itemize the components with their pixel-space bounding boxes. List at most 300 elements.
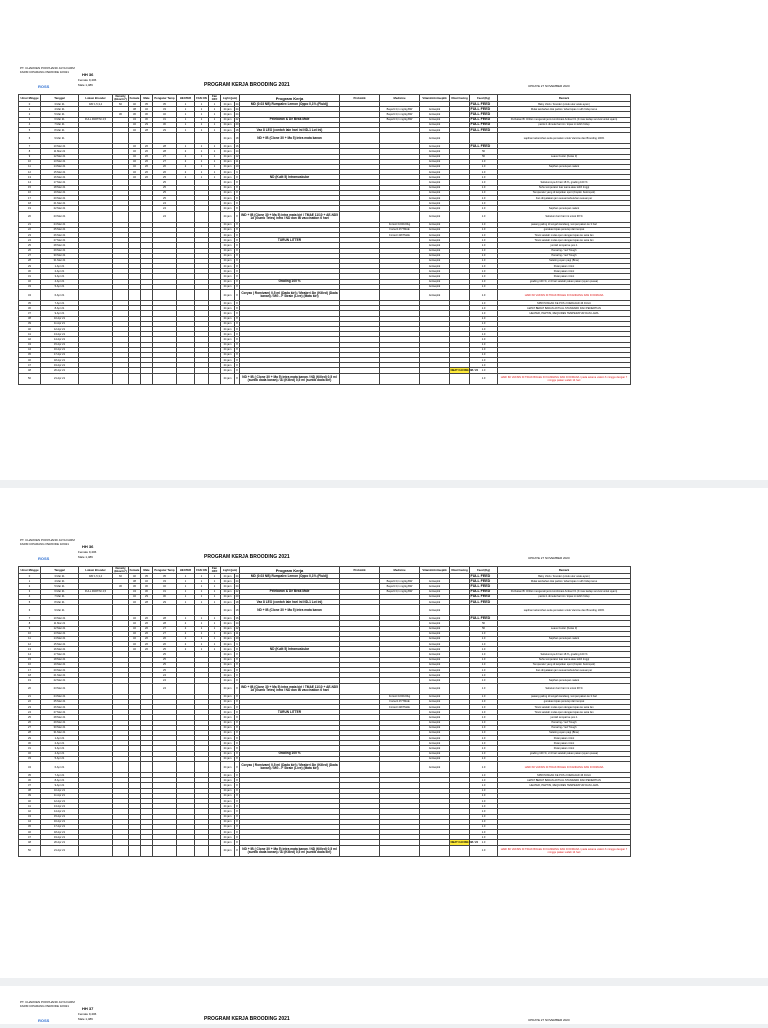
cell-date: 20 Apr 21	[41, 368, 79, 373]
cell-w: 46	[19, 358, 41, 363]
cell-vit: Antiseptik	[420, 694, 450, 699]
cell-f: 38	[129, 107, 141, 112]
cell-feed	[470, 605, 498, 616]
cell-tmp: 25	[153, 196, 177, 201]
cell-tmp: 29	[153, 599, 177, 604]
male-count: Male 1,489	[78, 1017, 93, 1021]
cell-obat: OBAT CACING 5M / 24	[450, 841, 478, 845]
cell-lx: 8	[236, 243, 238, 247]
cell-date: 20 Mar 21	[41, 668, 79, 673]
cell-date: 25 Mar 21	[41, 699, 79, 704]
cell-vit: Antiseptik	[420, 699, 450, 704]
column-header: Female	[129, 95, 140, 100]
cell-lt: 24 jam	[221, 321, 235, 326]
cell-w: 38	[19, 788, 41, 793]
cell-lt: 24 jam	[221, 647, 235, 652]
cell-fo: 1	[195, 112, 209, 117]
cell-lx: 24	[235, 107, 239, 111]
cell-w: 3	[19, 117, 41, 122]
cell-rem: Petai pakan 4 kini	[498, 274, 631, 279]
column-header: Density (Ekor/m²)	[114, 566, 127, 573]
cell-lx: 8	[236, 747, 238, 751]
cell-feed: 1.0	[470, 657, 498, 662]
cell-date: 11 Apr 21	[41, 321, 79, 326]
cell-feed: 1.0	[470, 809, 498, 814]
cell-rem: Tirani setelah mulai open dengan kipas ke setia fan	[498, 238, 631, 243]
cell-feed: FULL FEED	[470, 122, 498, 127]
cell-fof	[209, 133, 221, 144]
cell-w: 31	[19, 274, 41, 279]
cell-med: Bayertil 0,1 mg/kg BW	[380, 584, 420, 589]
cell-tmp: 25	[153, 652, 177, 657]
cell-rem: Sebelum beri hari ini untuk 38 %	[498, 211, 631, 222]
sheet-page-2	[0, 488, 768, 978]
cell-rem: Seleting ayam pagi (Bina)	[498, 258, 631, 263]
cell-tmp: 33	[153, 579, 177, 584]
cell-fof: 1	[209, 175, 221, 180]
cell-lx: 24	[235, 574, 239, 578]
cell-feed: FULL FEED	[470, 144, 498, 149]
cell-date: 1 Apr 21	[41, 736, 79, 741]
cell-feed: 1.0	[470, 206, 498, 211]
cell-date: 4 Apr 21	[41, 751, 79, 756]
cell-m: 26	[141, 149, 153, 154]
cell-tmp	[153, 845, 177, 856]
cell-f: 32	[129, 154, 141, 159]
cell-vit: Antiseptik	[420, 243, 450, 248]
cell-date: 24 Mar 21	[41, 222, 79, 227]
cell-tmp: 24	[153, 683, 177, 694]
cell-vit: Antiseptik	[420, 642, 450, 647]
cell-h	[177, 762, 195, 773]
cell-fof: 1	[209, 117, 221, 122]
cell-date: 31 Mar 21	[41, 730, 79, 735]
program-table	[18, 94, 631, 385]
cell-lx: 14	[235, 621, 239, 625]
sheet-block	[18, 998, 630, 1028]
strain-label: ROSS	[38, 556, 50, 561]
cell-f: 32	[129, 159, 141, 164]
cell-vit: Antiseptik	[420, 741, 450, 746]
cell-date: 27 Mar 21	[41, 710, 79, 715]
cell-w: 14	[19, 180, 41, 185]
cell-lx: 24	[235, 102, 239, 106]
cell-lt: 24 jam	[221, 605, 235, 616]
cell-lt: 24 jam	[221, 621, 235, 626]
cell-rem: Fan dinyalakan jam sesuai kebutuhan sesuai per	[498, 668, 631, 673]
cell-vit: Antiseptik	[420, 720, 450, 725]
cell-tmp: 26	[153, 642, 177, 647]
cell-w: 32	[19, 279, 41, 284]
cell-m	[141, 290, 153, 301]
cell-vit: Antiseptik	[420, 127, 450, 132]
cell-rem: Perhatian BI Chillet mengenali jenis kombinasi Antisar F1 (F.mas kedap survival untuk ayam)	[498, 589, 631, 594]
table-row	[19, 605, 631, 616]
cell-w: 4	[19, 594, 41, 599]
cell-feed: 1.0	[470, 290, 498, 301]
cell-tmp: 31	[153, 589, 177, 594]
column-header: Medicine	[380, 95, 420, 102]
cell-h: 1	[177, 584, 195, 589]
cell-m: 35	[141, 574, 153, 579]
cell-obat	[450, 762, 470, 773]
cell-date: 29 Mar 21	[41, 248, 79, 253]
cell-lx: 8	[236, 280, 238, 284]
cell-feed: 1.0	[470, 798, 498, 803]
cell-feed: 1.0	[470, 636, 498, 641]
cell-rem: Sebelumnya di hari 18 %, grading 100 %	[498, 180, 631, 185]
cell-tmp: 24	[153, 201, 177, 206]
cell-med: Bayertil 0,1 mg/kg BW	[380, 117, 420, 122]
cell-rem: SPROVINGAN KE POS 2 DERAJAD 46 DULU	[498, 301, 631, 306]
cell-lx: 8	[235, 683, 240, 694]
cell-lx: 8	[236, 673, 238, 677]
cell-obat	[450, 133, 470, 144]
cell-vit: Antiseptik	[420, 133, 450, 144]
cell-w: 21	[19, 694, 41, 699]
cell-lx: 8	[236, 259, 238, 263]
cell-lt: 24 jam	[221, 626, 235, 631]
cell-feed: 1.0	[470, 227, 498, 232]
cell-obat	[450, 211, 470, 222]
cell-fo: 1	[195, 170, 209, 175]
cell-pk: MD (0.03 NB) Rumpalex Lemon (Oppo 0,1% (Fluid))	[240, 102, 340, 107]
cell-f: 36	[129, 584, 141, 589]
cell-feed: 1.0	[470, 159, 498, 164]
cell-date: 13 Apr 21	[41, 804, 79, 809]
cell-fo: 1	[195, 621, 209, 626]
cell-rem: Petai pakan 4 kini	[498, 264, 631, 269]
cell-f	[129, 133, 141, 144]
cell-feed: 1.0	[470, 170, 498, 175]
cell-vit: Antiseptik	[420, 599, 450, 604]
cell-den	[113, 133, 129, 144]
cell-rem: HARI INI VAKSIN DI TIDAK BOLEH DI KANDANG DAN DI DIMANA	[498, 762, 631, 773]
cell-lt: 24 jam	[221, 363, 235, 368]
cell-lt: 24 jam	[221, 574, 235, 579]
cell-lx: 8	[236, 794, 238, 798]
cell-h: 1	[177, 127, 195, 132]
cell-fo: 1	[195, 626, 209, 631]
cell-w: 4	[19, 122, 41, 127]
cell-vit: Antiseptik	[420, 149, 450, 154]
farm-name: FARM CIPARANG PERIODE 3/2021	[20, 1004, 69, 1008]
cell-w: 17	[19, 196, 41, 201]
cell-h	[177, 373, 195, 384]
cell-w: 50	[19, 373, 41, 384]
cell-loc	[79, 845, 113, 856]
cell-date: 21 Mar 21	[41, 673, 79, 678]
cell-m: 26	[141, 631, 153, 636]
cell-lx: 8	[236, 254, 238, 258]
cell-lx: 20	[235, 123, 239, 127]
strain-label: ROSS	[38, 1018, 50, 1023]
cell-date: 5 Mar 21	[41, 584, 79, 589]
cell-feed: 1.0	[470, 736, 498, 741]
cell-m: 29	[141, 122, 153, 127]
cell-den: 30	[113, 112, 129, 117]
column-header: Vitamin/Antiseptik	[420, 95, 450, 102]
cell-rem: pasang paling di tengah kandang, tempat pakan ke 3 hari	[498, 222, 631, 227]
cell-w: 41	[19, 332, 41, 337]
cell-m	[141, 845, 153, 856]
cell-feed: 1.0	[470, 321, 498, 326]
cell-w: 19	[19, 206, 41, 211]
cell-h: 2	[177, 149, 195, 154]
cell-w: 24	[19, 710, 41, 715]
cell-date: 17 Mar 21	[41, 180, 79, 185]
cell-rem: Tirani setelah mulai open dengan kipas ke setia fan	[498, 704, 631, 709]
cell-w: 9	[19, 626, 41, 631]
table-row	[19, 845, 631, 856]
cell-fof: 1	[209, 149, 221, 154]
cell-lx: 8	[236, 196, 238, 200]
cell-lt: 24 jam	[221, 185, 235, 190]
cell-rem: Baby chick / brooder (untuk ukur anak ayam)	[498, 102, 631, 107]
cell-feed: FULL FEED	[470, 584, 498, 589]
cell-lt: 24 jam	[221, 798, 235, 803]
cell-feed: 1.0	[470, 662, 498, 667]
cell-vit: Antiseptik	[420, 673, 450, 678]
cell-feed: 1.0	[470, 720, 498, 725]
cell-med	[380, 845, 420, 856]
cell-lx: 11	[235, 632, 239, 636]
update-date: UPDATE 27 NOVEMBER 2020	[528, 84, 570, 88]
cell-feed: 1.0	[470, 190, 498, 195]
cell-lx: 8	[236, 322, 238, 326]
cell-date: 10 Mar 21	[41, 616, 79, 621]
cell-date: 8 Mar 21	[41, 127, 79, 132]
cell-feed: 1.0	[470, 279, 498, 284]
cell-rem: Penaring / red Trough	[498, 725, 631, 730]
column-header: Probiotik	[340, 95, 380, 102]
cell-rem: jumlah tempat ke pos 1	[498, 243, 631, 248]
cell-date: 5 Apr 21	[41, 284, 79, 289]
cell-w: 32	[19, 751, 41, 756]
cell-date: 20 Apr 21	[41, 840, 79, 845]
cell-med: Fortecil 4T/TMAE	[380, 699, 420, 704]
cell-rem: grading 100 %, 2-3 hari setelah pakan pakan (ayam puasa)	[498, 279, 631, 284]
cell-vit: Antiseptik	[420, 175, 450, 180]
cell-vit: Antiseptik	[420, 264, 450, 269]
cell-f: 32	[129, 164, 141, 169]
cell-lt: 24 jam	[221, 180, 235, 185]
cell-fof: 1	[209, 122, 221, 127]
header-row	[19, 567, 631, 574]
cell-date: 19 Apr 21	[41, 835, 79, 840]
cell-lx: 8	[236, 358, 238, 362]
cell-feed: 1.0	[470, 196, 498, 201]
column-header: Light (jam)	[221, 567, 240, 574]
column-header: Tanggal	[41, 567, 79, 574]
cell-lt: 24 jam	[221, 269, 235, 274]
cell-feed: 1.0	[470, 269, 498, 274]
column-header: Obat Cacing	[451, 567, 468, 572]
cell-lt: 24 jam	[221, 347, 235, 352]
cell-obat	[450, 845, 470, 856]
cell-w: 33	[19, 284, 41, 289]
column-header: Tanggal	[41, 95, 79, 102]
cell-h: 2	[177, 159, 195, 164]
cell-feed: FULL FEED	[470, 107, 498, 112]
cell-date: 17 Apr 21	[41, 824, 79, 829]
column-header: Fan OFF	[209, 95, 221, 102]
cell-lx: 8	[236, 705, 238, 709]
cell-lt: 24 jam	[221, 358, 235, 363]
cell-date: 28 Mar 21	[41, 243, 79, 248]
cell-feed: 1.0	[470, 699, 498, 704]
cell-w: 7	[19, 144, 41, 149]
cell-feed: 1.0	[470, 274, 498, 279]
cell-date: 15 Apr 21	[41, 342, 79, 347]
cell-m: 26	[141, 616, 153, 621]
cell-feed: FULL FEED	[470, 616, 498, 621]
cell-lt: 24 jam	[221, 773, 235, 778]
cell-date: 1 Apr 21	[41, 264, 79, 269]
cell-f: 34	[129, 117, 141, 122]
cell-lt: 24 jam	[221, 783, 235, 788]
cell-lx: 8	[236, 363, 238, 367]
sheet-block	[18, 536, 630, 857]
cell-lt: 24 jam	[221, 122, 235, 127]
cell-lt: 24 jam	[221, 190, 235, 195]
cell-lt: 24 jam	[221, 284, 235, 289]
cell-w: 23	[19, 232, 41, 237]
cell-rem: Sapihan penutupan nalant	[498, 164, 631, 169]
cell-lt: 24 jam	[221, 352, 235, 357]
cell-fo: 1	[195, 154, 209, 159]
cell-feed: 1.0	[470, 793, 498, 798]
cell-feed	[470, 133, 498, 144]
cell-vit: Antiseptik	[420, 730, 450, 735]
week-label: HH 36	[82, 544, 94, 549]
cell-h: 2	[177, 164, 195, 169]
cell-lx: 12	[235, 627, 239, 631]
cell-date: 18 Mar 21	[41, 657, 79, 662]
cell-lt: 24 jam	[221, 762, 235, 773]
cell-date: 22 Mar 21	[41, 206, 79, 211]
cell-rem: HARI INI VAKSIN DI TIDAK BOLEH DI KANDANG DAN DI DIMANA / pada selama vaksin 6 minggu dengan 7 minggu pakan sudah 14 hari	[498, 845, 631, 856]
cell-fo	[195, 605, 209, 616]
cell-loc	[79, 605, 113, 616]
cell-loc	[79, 290, 113, 301]
column-header: Fan OFF	[209, 567, 221, 574]
cell-vit: Antiseptik	[420, 631, 450, 636]
cell-m	[141, 133, 153, 144]
cell-date: 19 Mar 21	[41, 190, 79, 195]
cell-lx: 8	[236, 799, 238, 803]
cell-fof: 1	[209, 144, 221, 149]
cell-vit: Antiseptik	[420, 222, 450, 227]
cell-w: 0	[19, 574, 41, 579]
cell-date: 6 Mar 21	[41, 589, 79, 594]
cell-date: 22 Mar 21	[41, 678, 79, 683]
cell-obat	[450, 683, 470, 694]
cell-vit: Antiseptik	[420, 668, 450, 673]
cell-lx: 9	[236, 642, 238, 646]
cell-f: 32	[129, 149, 141, 154]
cell-lx: 8	[236, 311, 238, 315]
cell-med: Bayertil 0,1 mg/kg BW	[380, 589, 420, 594]
cell-w: 28	[19, 258, 41, 263]
cell-pk: Pelebaran & De Beak Male	[240, 117, 340, 122]
cell-date: 14 Mar 21	[41, 636, 79, 641]
cell-vit: Antiseptik	[420, 621, 450, 626]
cell-tmp: 25	[153, 668, 177, 673]
cell-feed: 50	[470, 154, 498, 159]
cell-loc: FULL PARTISI 4,5	[79, 589, 113, 594]
cell-rem: Petai pakan 4 kini	[498, 736, 631, 741]
cell-w: 29	[19, 736, 41, 741]
cell-w: 27	[19, 725, 41, 730]
cell-loc	[79, 133, 113, 144]
update-date: UPDATE 27 NOVEMBER 2020	[528, 556, 570, 560]
cell-w: 12	[19, 642, 41, 647]
cell-vit: Antiseptik	[420, 584, 450, 589]
cell-lt: 24 jam	[221, 117, 235, 122]
cell-feed: 1.0	[470, 824, 498, 829]
cell-w: 23	[19, 704, 41, 709]
cell-med	[380, 605, 420, 616]
cell-lx: 8	[235, 211, 240, 222]
column-header: Program Kerja	[240, 95, 340, 102]
cell-feed: 1.0	[470, 814, 498, 819]
cell-rem: HARI INI VAKSIN DI TIDAK BOLEH DI KANDANG DAN DI DIMANA	[498, 290, 631, 301]
cell-w: 34	[19, 290, 41, 301]
cell-feed: 1.0	[470, 840, 498, 845]
cell-loc	[79, 683, 113, 694]
cell-w: 22	[19, 227, 41, 232]
cell-den: 60	[113, 574, 129, 579]
cell-m	[141, 605, 153, 616]
cell-f	[129, 762, 141, 773]
table-row	[19, 133, 631, 144]
cell-tmp: 28	[153, 149, 177, 154]
cell-loc	[79, 373, 113, 384]
cell-fo: 1	[195, 107, 209, 112]
cell-fof: 1	[209, 107, 221, 112]
cell-vit: Antiseptik	[420, 704, 450, 709]
cell-m: 26	[141, 621, 153, 626]
cell-date: 8 Apr 21	[41, 778, 79, 783]
cell-date: 15 Apr 21	[41, 814, 79, 819]
cell-rem: SPROVINGAN KE POS 2 DERAJAD 46 DULU	[498, 773, 631, 778]
cell-f: 32	[129, 636, 141, 641]
cell-fof: 1	[209, 584, 221, 589]
cell-tmp: 24	[153, 211, 177, 222]
cell-pk: ND + IB ( Clone 30 + Ma 5) intra mata kanan / ND (Killed) 0,5 ml (suntik dada kanan) / AI (Killed) 0,5 ml (suntik dada kiri)	[240, 373, 340, 384]
cell-feed: 1.0	[470, 830, 498, 835]
cell-vit: Antiseptik	[420, 180, 450, 185]
cell-lt: 24 jam	[221, 159, 235, 164]
cell-pk: Pelebaran & De Beak Male	[240, 589, 340, 594]
cell-feed: 1.0	[470, 253, 498, 258]
cell-m: 30	[141, 589, 153, 594]
cell-m: 26	[141, 636, 153, 641]
cell-f: 32	[129, 599, 141, 604]
cell-m: 26	[141, 164, 153, 169]
cell-lx: 8	[236, 186, 238, 190]
cell-w: 13	[19, 647, 41, 652]
cell-lt: 24 jam	[221, 804, 235, 809]
cell-lt: 24 jam	[221, 274, 235, 279]
cell-fof: 1	[209, 112, 221, 117]
cell-m: 32	[141, 579, 153, 584]
cell-rem: Tirani setelah mulai open dengan kipas ke setia fan	[498, 232, 631, 237]
column-header: Density (Ekor/m²)	[114, 94, 127, 101]
cell-lt: 24 jam	[221, 741, 235, 746]
cell-date: 13 Apr 21	[41, 332, 79, 337]
